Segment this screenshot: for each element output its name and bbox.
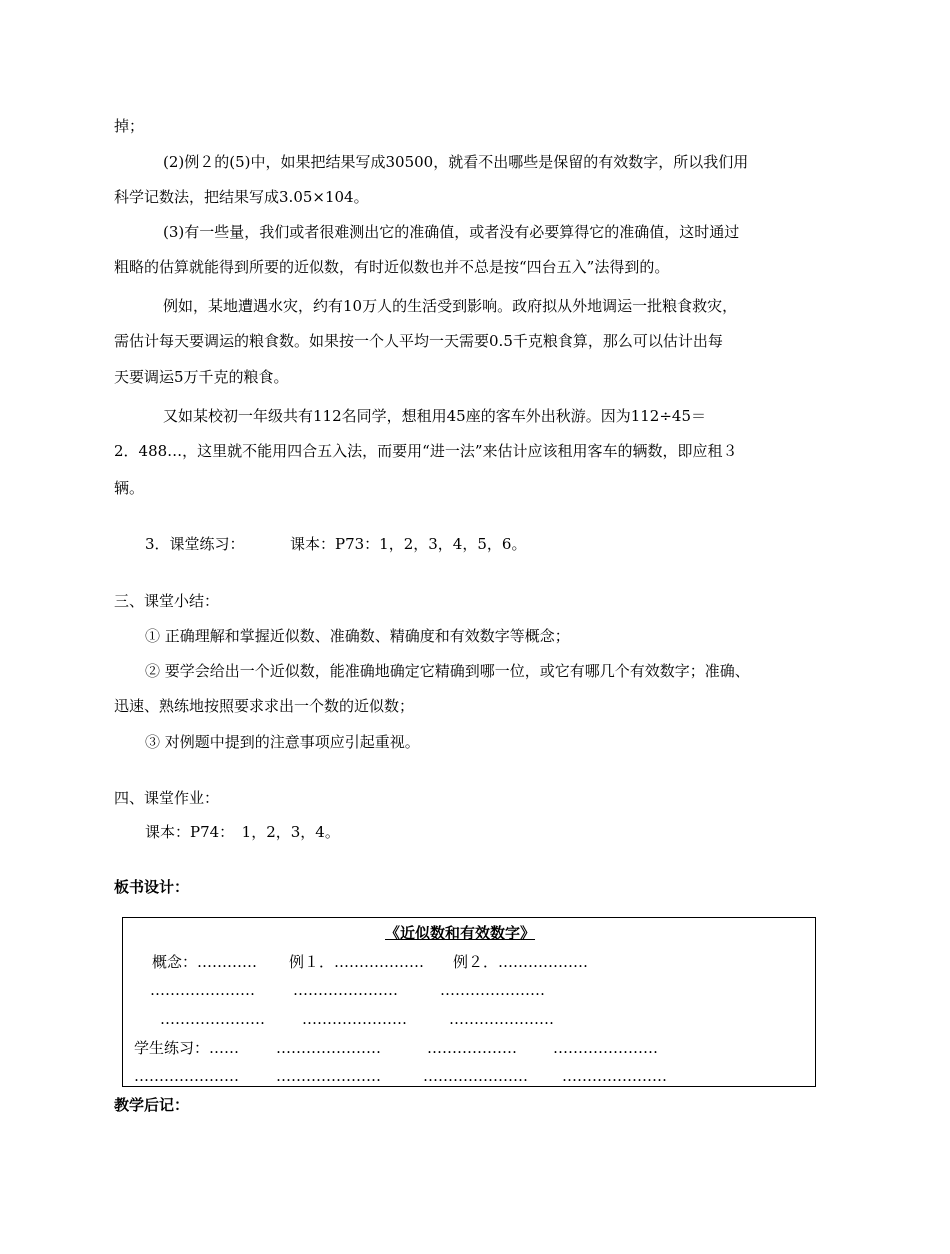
board-dots: …………………: [276, 1039, 381, 1057]
body-line: 粗略的估算就能得到所要的近似数，有时近似数也并不总是按“四台五入”法得到的。: [114, 258, 670, 276]
board-dots: …………………: [302, 1010, 407, 1028]
body-line: 掉；: [114, 117, 145, 135]
board-design-heading: 板书设计：: [114, 878, 190, 896]
board-dots: …………………: [276, 1067, 381, 1085]
board-dots: …………………: [160, 1010, 265, 1028]
summary-heading: 三、课堂小结：: [114, 592, 220, 610]
board-concept: 概念：…………: [152, 953, 258, 971]
summary-item: ② 要学会给出一个近似数，能准确地确定它精确到哪一位，或它有哪几个有效数字；准确、: [145, 662, 750, 680]
body-line: 科学记数法，把结果写成3.05×104。: [114, 188, 369, 206]
body-line: 需估计每天要调运的粮食数。如果按一个人平均一天需要0.5千克粮食算，那么可以估计出每: [114, 332, 723, 350]
board-dots: …………………: [553, 1039, 658, 1057]
board-dots: …………………: [134, 1067, 239, 1085]
summary-item: 迅速、熟练地按照要求求出一个数的近似数；: [114, 697, 415, 715]
homework-content: 课本：P74： 1，2，3，4。: [145, 823, 340, 841]
exercise-label: 3．课堂练习：: [145, 535, 245, 553]
summary-item: ① 正确理解和掌握近似数、准确数、精确度和有效数字等概念；: [145, 627, 570, 645]
board-example-2: 例２．………………: [453, 953, 589, 971]
board-dots: …………………: [423, 1067, 528, 1085]
board-example-1: 例１．………………: [289, 953, 425, 971]
body-line: 辆。: [114, 479, 145, 497]
board-design-box: [122, 917, 816, 1087]
afterword-heading: 教学后记：: [114, 1096, 190, 1114]
body-line: 例如，某地遭遇水灾，约有10万人的生活受到影响。政府拟从外地调运一批粮食救灾，: [163, 297, 738, 315]
homework-heading: 四、课堂作业：: [114, 789, 220, 807]
board-dots: …………………: [449, 1010, 554, 1028]
exercise-content: 课本：P73：1，2，3，4，5，6。: [290, 535, 527, 553]
board-practice-label: 学生练习：……: [134, 1039, 240, 1057]
board-dots: …………………: [562, 1067, 667, 1085]
body-line: 又如某校初一年级共有112名同学，想租用45座的客车外出秋游。因为112÷45＝: [163, 407, 707, 425]
board-title: 《近似数和有效数字》: [385, 924, 536, 942]
board-dots: …………………: [440, 981, 545, 999]
summary-item: ③ 对例题中提到的注意事项应引起重视。: [145, 733, 420, 751]
board-dots: ………………: [427, 1039, 517, 1057]
body-line: 2．488…，这里就不能用四合五入法，而要用“进一法”来估计应该租用客车的辆数，即应租３: [114, 442, 738, 460]
board-dots: …………………: [293, 981, 398, 999]
body-line: (3)有一些量，我们或者很难测出它的准确值，或者没有必要算得它的准确值，这时通过: [163, 223, 740, 241]
board-dots: …………………: [150, 981, 255, 999]
body-line: (2)例２的(5)中，如果把结果写成30500，就看不出哪些是保留的有效数字，所以我们用: [163, 153, 749, 171]
body-line: 天要调运5万千克的粮食。: [114, 368, 289, 386]
